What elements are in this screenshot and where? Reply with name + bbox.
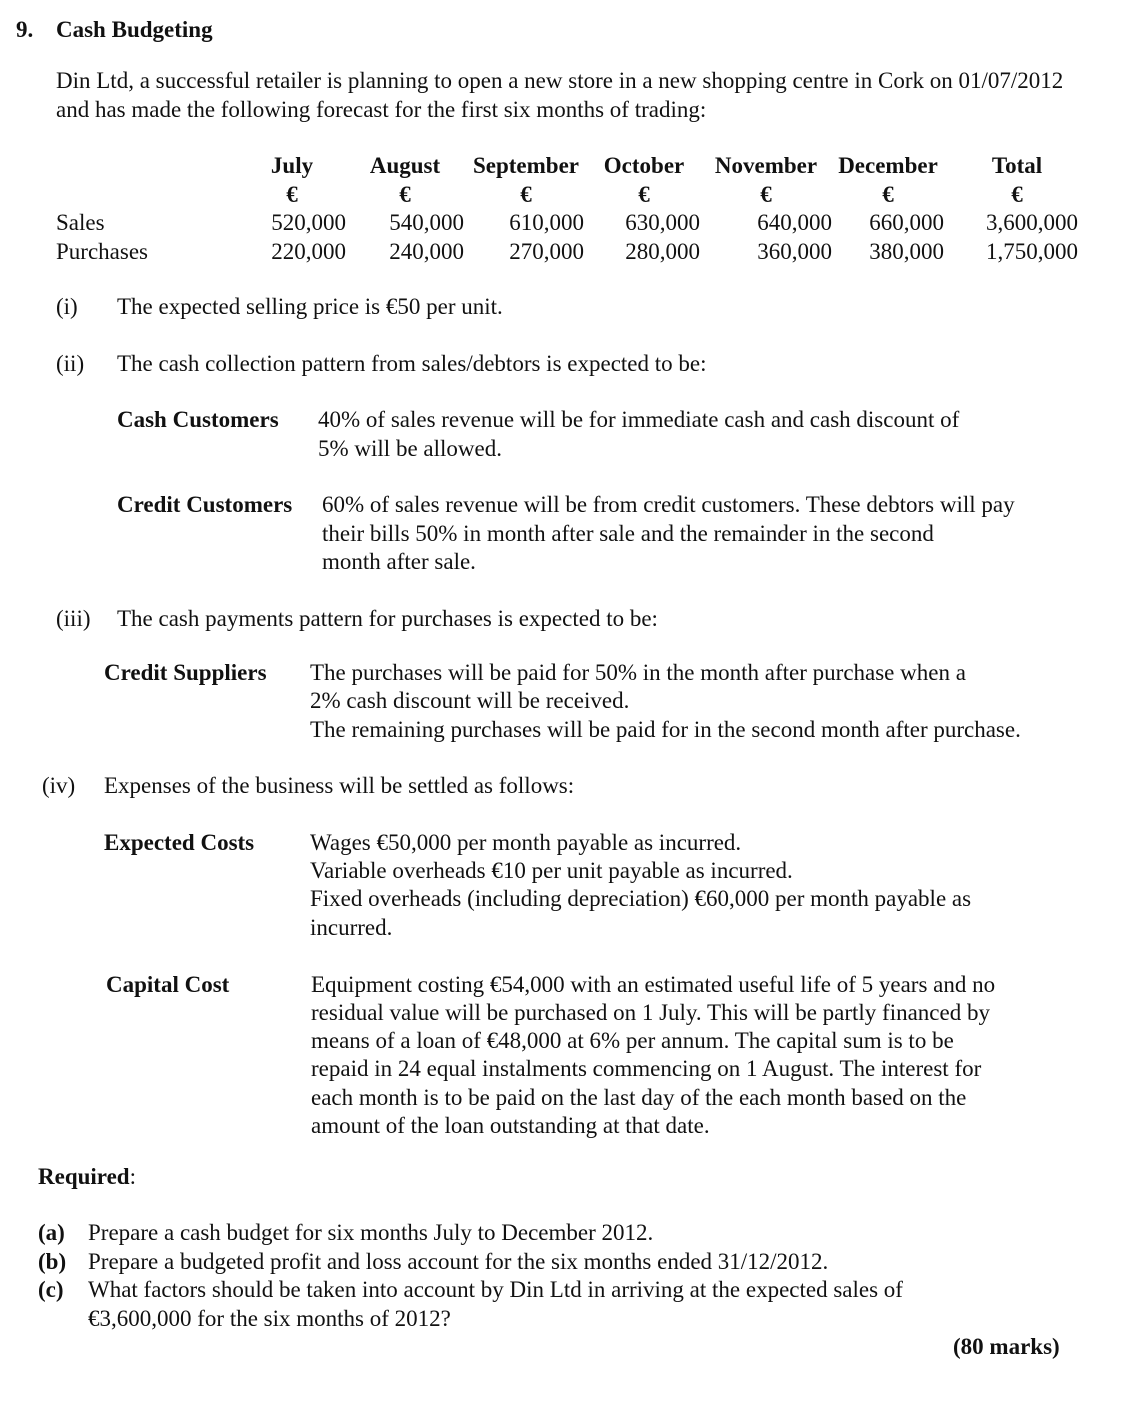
cash-customers-line1: 40% of sales revenue will be for immediate cash and cash discount of [318,407,960,432]
cell: 660,000 [869,210,944,235]
col-header-total: Total [991,153,1043,178]
col-header-november: November [714,153,818,178]
item-iii-numeral: (iii) [56,606,91,631]
expected-costs-line1: Wages €50,000 per month payable as incurred. [310,830,742,855]
currency-symbol: € [638,181,650,207]
capital-cost-line2: residual value will be purchased on 1 July. This will be partly financed by [311,1000,990,1025]
currency-symbol: € [399,181,411,207]
currency-symbol: € [882,181,894,207]
forecast-row-sales [48,209,1078,238]
cell: 3,600,000 [986,210,1078,235]
required-item-a [38,1219,653,1248]
cell: 240,000 [389,238,464,264]
row-label: Purchases [56,238,148,264]
credit-customers-line3: month after sale. [322,549,476,574]
marks: (80 marks) [953,1334,1060,1359]
forecast-table [48,152,1078,266]
required-text: Prepare a budgeted profit and loss account for the six months ended 31/12/2012. [88,1249,829,1274]
required-text: Prepare a cash budget for six months July to December 2012. [88,1220,654,1245]
required-text: What factors should be taken into account by Din Ltd in arriving at the expected sales of [88,1277,903,1302]
cash-customers-line2: 5% will be allowed. [318,436,502,461]
credit-suppliers-line3: The remaining purchases will be paid for in the second month after purchase. [310,717,1021,742]
credit-suppliers-label: Credit Suppliers [104,660,267,685]
expected-costs-line3: Fixed overheads (including depreciation) €60,000 per month payable as [310,886,972,911]
question-heading [16,16,213,45]
item-iii-text: The cash payments pattern for purchases is expected to be: [117,606,658,631]
required-letter: (a) [38,1220,65,1245]
required-colon: : [129,1164,136,1189]
expected-costs-label: Expected Costs [104,830,255,855]
credit-suppliers-line1: The purchases will be paid for 50% in the month after purchase when a [310,660,966,685]
capital-cost-line4: repaid in 24 equal instalments commencing on 1 August. The interest for [311,1056,982,1081]
cell: 540,000 [389,210,464,235]
credit-customers-line1: 60% of sales revenue will be from credit customers. These debtors will pay [322,492,1015,517]
cell: 220,000 [271,238,346,264]
capital-cost-line5: each month is to be paid on the last day of the each month based on the [311,1085,967,1110]
cell: 610,000 [509,210,584,235]
required-letter: (c) [38,1277,64,1302]
col-header-october: October [603,153,685,178]
required-heading [38,1163,136,1192]
forecast-row-purchases [48,238,1078,267]
forecast-header-row [48,152,1078,181]
item-ii-text: The cash collection pattern from sales/debtors is expected to be: [117,351,707,376]
col-header-august: August [369,153,441,178]
cell: 380,000 [869,238,944,264]
currency-symbol: € [760,181,772,207]
cell: 360,000 [757,238,832,264]
cell: 1,750,000 [986,238,1078,264]
forecast-currency-row [48,181,1078,210]
item-ii-numeral: (ii) [56,351,85,376]
required-letter: (b) [38,1249,67,1274]
capital-cost-line3: means of a loan of €48,000 at 6% per annum. The capital sum is to be [311,1028,954,1053]
capital-cost-line6: amount of the loan outstanding at that date. [311,1113,710,1138]
credit-customers-label: Credit Customers [117,492,293,517]
row-label: Sales [56,210,105,235]
cell: 280,000 [625,238,700,264]
expected-costs-line2: Variable overheads €10 per unit payable as incurred. [310,858,793,883]
item-i-numeral: (i) [56,294,78,319]
cell: 520,000 [271,210,346,235]
expected-costs-line4: incurred. [310,915,393,940]
credit-suppliers-line2: 2% cash discount will be received. [310,688,630,713]
required-label: Required [38,1164,130,1189]
intro-paragraph: Din Ltd, a successful retailer is planning to open a new store in a new shopping centre in Cork on 01/07/2012 and has made the following forecast for the first six months of trading: [56,68,1064,122]
col-header-september: September [472,153,580,178]
cell: 630,000 [625,210,700,235]
cell: 640,000 [757,210,832,235]
capital-cost-line1: Equipment costing €54,000 with an estimated useful life of 5 years and no [311,972,996,997]
question-number: 9. [16,17,34,42]
question-title: Cash Budgeting [56,17,213,42]
cash-customers-label: Cash Customers [117,407,279,432]
cell: 270,000 [509,238,584,264]
item-iv-text: Expenses of the business will be settled as follows: [104,773,575,798]
credit-customers-line2: their bills 50% in month after sale and the remainder in the second [322,521,934,546]
required-item-c [38,1276,903,1305]
col-header-july: July [270,153,314,178]
currency-symbol: € [286,181,298,207]
item-i-text: The expected selling price is €50 per unit. [117,294,503,319]
currency-symbol: € [520,181,532,207]
capital-cost-label: Capital Cost [106,972,230,997]
required-item-c-continuation: €3,600,000 for the six months of 2012? [88,1306,451,1331]
currency-symbol: € [1011,181,1023,207]
col-header-december: December [838,153,938,178]
item-iv-numeral: (iv) [42,773,76,798]
required-item-b [38,1248,828,1277]
